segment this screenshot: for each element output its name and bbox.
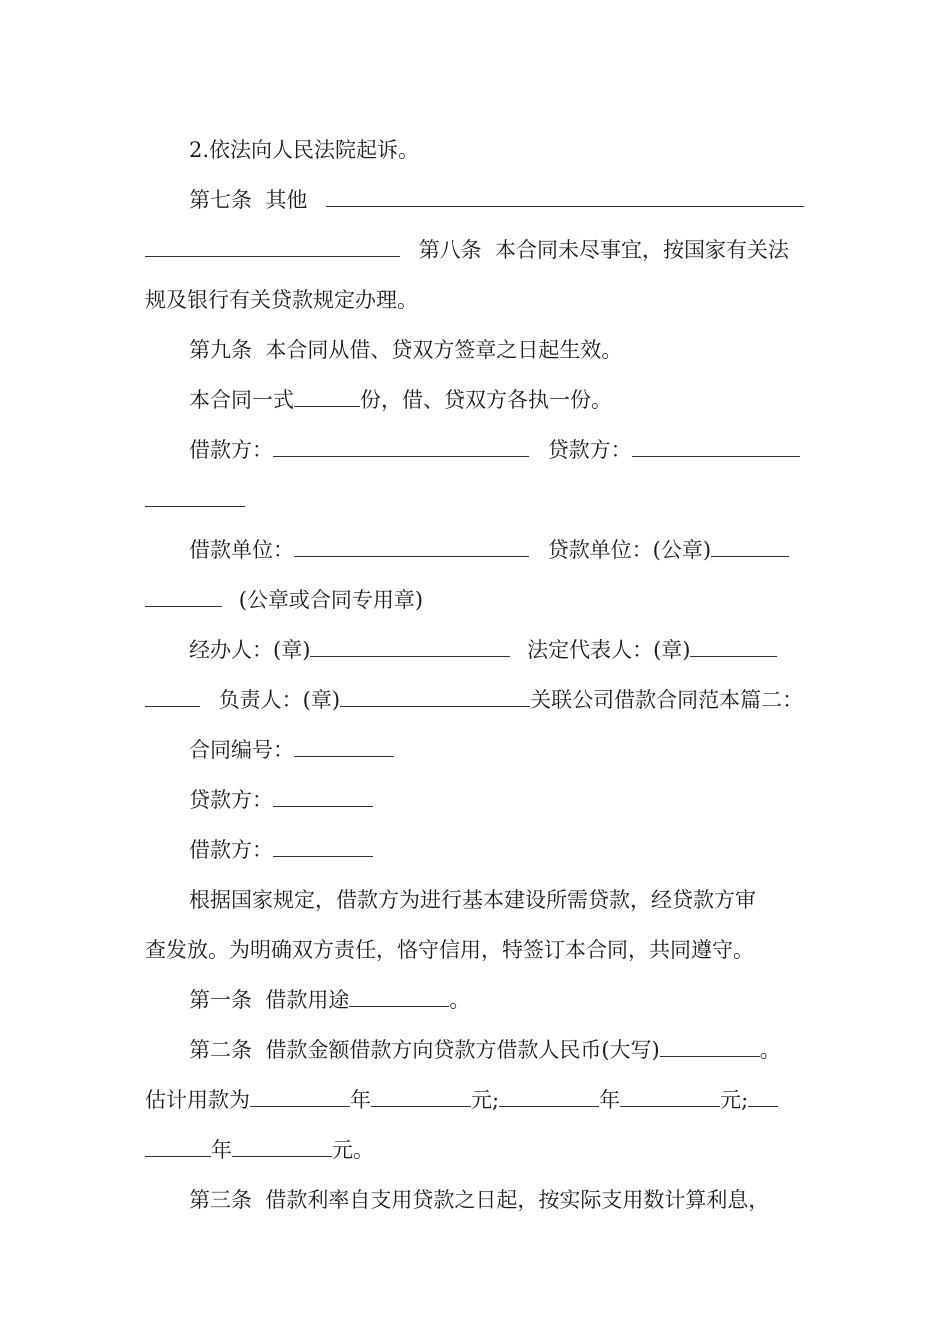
blank-field[interactable] <box>349 984 449 1007</box>
line-preamble-cont <box>145 934 754 966</box>
blank-field[interactable] <box>294 534 529 557</box>
blank-field[interactable] <box>340 684 530 707</box>
text: 经办人：(章) <box>189 638 311 662</box>
line-contract-no <box>189 734 394 766</box>
line-estimate-cont <box>145 1134 374 1166</box>
text: 贷款方： <box>189 788 273 812</box>
text: 负责人：(章) <box>218 688 341 712</box>
text: 法定代表人：(章) <box>527 638 691 662</box>
text: 第三条 借款利率自支用贷款之日起，按实际支用数计算利息， <box>189 1188 770 1212</box>
blank-field[interactable] <box>145 484 245 507</box>
blank-field[interactable] <box>294 734 394 757</box>
line-article-8-cont <box>145 284 418 316</box>
text: 。 <box>759 1038 781 1062</box>
line-parties-cont <box>145 484 245 516</box>
text: 借款单位： <box>189 538 294 562</box>
text: 估计用款为 <box>145 1088 250 1112</box>
line-article-7 <box>189 184 804 216</box>
text: 2.依法向人民法院起诉。 <box>189 138 420 162</box>
line-article-3 <box>189 1184 769 1216</box>
text: 合同编号： <box>189 738 294 762</box>
blank-field[interactable] <box>145 584 222 607</box>
line-copies <box>189 384 612 416</box>
text: 贷款方： <box>547 438 632 462</box>
text: 本合同一式 <box>189 388 294 412</box>
blank-field[interactable] <box>250 1084 350 1107</box>
blank-field[interactable] <box>620 1084 720 1107</box>
blank-field[interactable] <box>273 834 373 857</box>
text: 第一条 借款用途 <box>189 988 350 1012</box>
text: (公章或合同专用章) <box>238 588 424 612</box>
line-article-8 <box>145 234 789 266</box>
text: 年 <box>599 1088 621 1112</box>
line-article-9 <box>189 334 622 366</box>
blank-field[interactable] <box>371 1084 471 1107</box>
text: 份，借、贷双方各执一份。 <box>360 388 612 412</box>
line-units <box>189 534 789 566</box>
blank-field[interactable] <box>294 384 360 407</box>
line-borrower <box>189 834 373 866</box>
text: 第九条 本合同从借、贷双方签章之日起生效。 <box>189 338 623 362</box>
blank-field[interactable] <box>310 634 510 657</box>
line-signatories <box>189 634 777 666</box>
text: 元; <box>720 1088 749 1112</box>
line-units-cont <box>145 584 423 616</box>
text: 借款方： <box>189 838 273 862</box>
text: 第八条 本合同未尽事宜，按国家有关法 <box>418 238 790 262</box>
text: 贷款单位：(公章) <box>547 538 712 562</box>
blank-field[interactable] <box>232 1134 332 1157</box>
blank-field[interactable] <box>660 1034 760 1057</box>
blank-field[interactable] <box>145 1134 211 1157</box>
blank-field[interactable] <box>145 684 200 707</box>
blank-field[interactable] <box>690 634 777 657</box>
text: 年 <box>350 1088 371 1112</box>
text: 第七条 其他 <box>189 188 308 212</box>
line-article-2 <box>189 1034 781 1066</box>
line-sue-in-court <box>189 134 419 166</box>
text: 元; <box>471 1088 500 1112</box>
line-responsible <box>145 684 803 716</box>
text: 元。 <box>332 1138 374 1162</box>
section-title: 关联公司借款合同范本篇二： <box>530 688 804 712</box>
text: 。 <box>449 988 471 1012</box>
blank-field[interactable] <box>273 434 529 457</box>
line-estimate <box>145 1084 778 1116</box>
line-preamble <box>189 884 756 916</box>
text: 借款方： <box>189 438 273 462</box>
blank-field[interactable] <box>711 534 789 557</box>
blank-field[interactable] <box>145 234 400 257</box>
text: 第二条 借款金额借款方向贷款方借款人民币(大写) <box>189 1038 660 1062</box>
line-lender <box>189 784 373 816</box>
blank-field[interactable] <box>748 1084 778 1107</box>
text: 年 <box>211 1138 232 1162</box>
text: 规及银行有关贷款规定办理。 <box>145 288 418 312</box>
line-parties <box>189 434 800 466</box>
text: 查发放。为明确双方责任，恪守信用，特签订本合同，共同遵守。 <box>145 938 754 962</box>
line-article-1 <box>189 984 470 1016</box>
text: 根据国家规定，借款方为进行基本建设所需贷款，经贷款方审 <box>189 888 756 912</box>
blank-field[interactable] <box>326 184 804 207</box>
blank-field[interactable] <box>273 784 373 807</box>
blank-field[interactable] <box>632 434 800 457</box>
blank-field[interactable] <box>499 1084 599 1107</box>
